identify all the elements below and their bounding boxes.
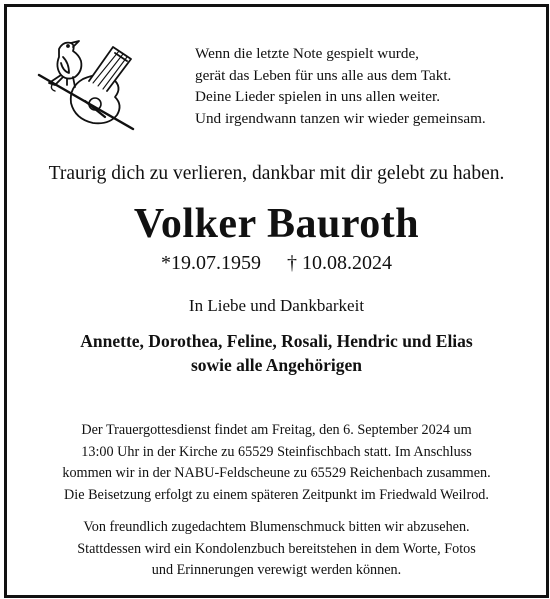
- flowers-line: und Erinnerungen verewigt werden können.: [151, 562, 402, 578]
- life-dates: [7, 252, 546, 275]
- flowers-line: Stattdessen wird ein Kondolenzbuch bereitstehen in dem Worte, Fotos: [77, 540, 476, 557]
- love-line: In Liebe und Dankbarkeit: [188, 296, 365, 315]
- bird-on-guitar-icon: [33, 31, 143, 141]
- poem: [195, 43, 535, 129]
- service-line: Der Trauergottesdienst findet am Freitag, den 6. September 2024 um: [81, 422, 472, 438]
- flowers-note: [7, 517, 546, 582]
- mourners: [7, 329, 546, 377]
- service-info: [7, 420, 546, 506]
- service-line: kommen wir in der NABU-Feldscheune zu 65529 Reichenbach zusammen.: [62, 465, 491, 481]
- obituary-notice: [4, 4, 549, 598]
- deceased-name: Volker Bauroth: [133, 201, 420, 247]
- service-line: Die Beisetzung erfolgt zu einem späteren Zeitpunkt im Friedwald Weilrod.: [64, 486, 489, 503]
- poem-line: gerät das Leben für uns alle aus dem Takt.: [195, 66, 452, 84]
- mourners-line: sowie alle Angehörigen: [190, 355, 363, 375]
- mourners-line: Annette, Dorothea, Feline, Rosali, Hendric und Elias: [80, 331, 473, 351]
- poem-line: Wenn die letzte Note gespielt wurde,: [195, 45, 419, 62]
- poem-line: Und irgendwann tanzen wir wieder gemeinsam.: [195, 109, 486, 127]
- motto: Traurig dich zu verlieren, dankbar mit dir gelebt zu haben.: [48, 163, 505, 184]
- service-line: 13:00 Uhr in der Kirche zu 65529 Steinfischbach statt. Im Anschluss: [81, 443, 472, 460]
- poem-line: Deine Lieder spielen in uns allen weiter.: [195, 88, 441, 105]
- birth-date: *19.07.1959: [161, 252, 261, 274]
- death-date: † 10.08.2024: [287, 252, 392, 274]
- flowers-line: Von freundlich zugedachtem Blumenschmuck bitten wir abzusehen.: [83, 519, 470, 535]
